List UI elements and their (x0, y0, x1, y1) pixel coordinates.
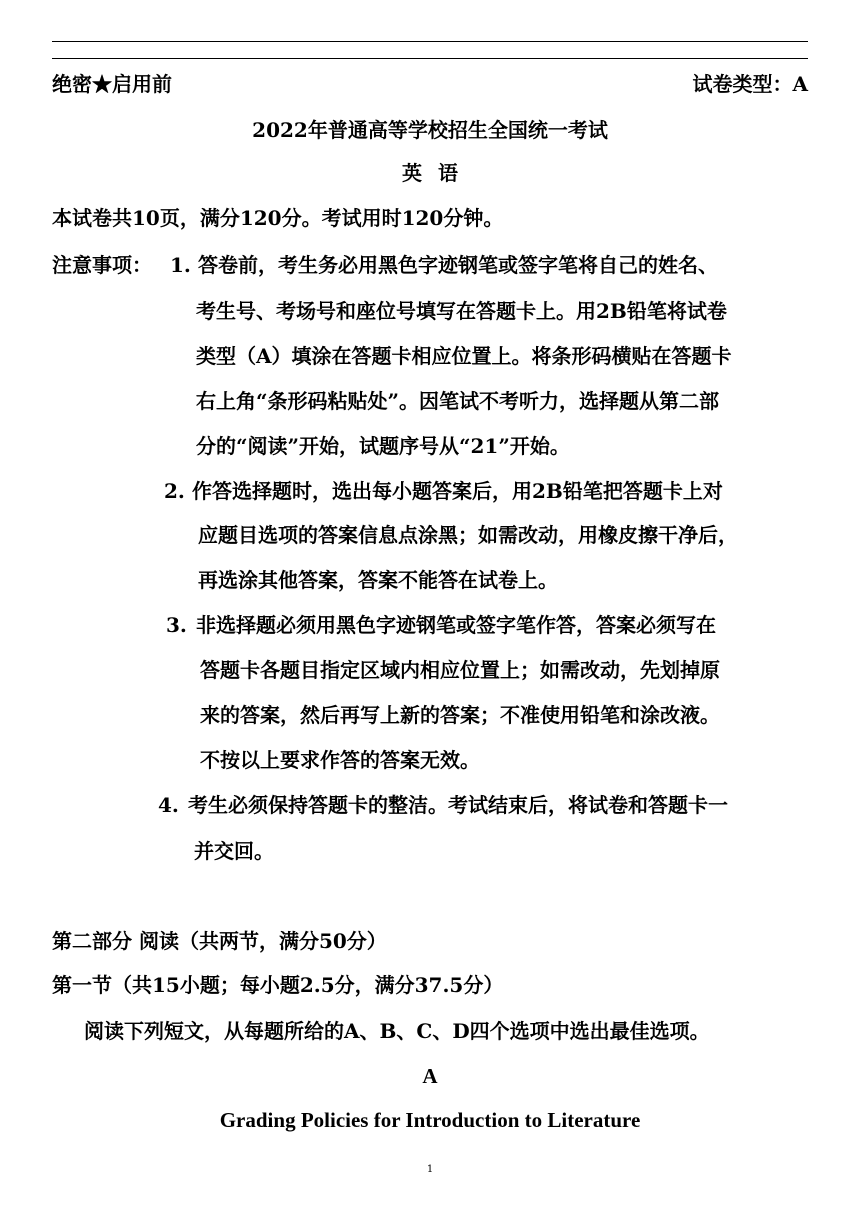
notice-item-line: 考生必须保持答题卡的整洁。考试结束后，将试卷和答题卡一 (188, 793, 728, 817)
section-one-heading: 第一节（共15小题；每小题2.5分，满分37.5分） (52, 973, 504, 997)
notice-item-line: 分的“阅读”开始，试题序号从“21”开始。 (196, 434, 570, 458)
paper-summary: 本试卷共10页，满分120分。考试用时120分钟。 (52, 206, 504, 230)
page-number: 1 (426, 1164, 434, 1175)
notice-item-line: 不按以上要求作答的答案无效。 (200, 748, 480, 772)
top-rule (52, 41, 808, 42)
subject-title: 英语 (402, 161, 474, 185)
notice-item-line: 类型（A）填涂在答题卡相应位置上。将条形码横贴在答题卡 (196, 344, 732, 368)
notice-item-line: 右上角“条形码粘贴处”。因笔试不考听力，选择题从第二部 (196, 389, 720, 413)
part-two-heading: 第二部分 阅读（共两节，满分50分） (52, 929, 387, 953)
reading-instructions: 阅读下列短文，从每题所给的A、B、C、D四个选项中选出最佳选项。 (84, 1019, 710, 1043)
notice-item-line: 作答选择题时，选出每小题答案后，用2B铅笔把答题卡上对 (192, 479, 723, 503)
passage-title: Grading Policies for Introduction to Literature (219, 1108, 641, 1132)
notice-item-line: 再选涂其他答案，答案不能答在试卷上。 (198, 568, 558, 592)
notice-item-line: 考生号、考场号和座位号填写在答题卡上。用2B铅笔将试卷 (196, 299, 727, 323)
second-rule (52, 58, 808, 59)
notice-item-line: 来的答案，然后再写上新的答案；不准使用铅笔和涂改液。 (200, 703, 720, 727)
notice-label: 注意事项： (52, 253, 152, 277)
notice-item-number: 2. (164, 479, 185, 503)
notice-item-number: 4. (158, 793, 179, 817)
notice-item-number: 1. (170, 253, 191, 277)
notice-item-line: 答卷前，考生务必用黑色字迹钢笔或签字笔将自己的姓名、 (198, 253, 718, 277)
notice-item-number: 3. (166, 613, 187, 637)
notice-item-line: 答题卡各题目指定区域内相应位置上；如需改动，先划掉原 (200, 658, 720, 682)
confidential-label: 绝密★启用前 (52, 72, 172, 96)
notice-item-line: 应题目选项的答案信息点涂黑；如需改动，用橡皮擦干净后， (198, 523, 738, 547)
notice-item-line: 并交回。 (194, 839, 274, 863)
passage-label: A (422, 1064, 438, 1088)
notice-item-line: 非选择题必须用黑色字迹钢笔或签字笔作答，答案必须写在 (196, 613, 716, 637)
exam-title: 2022年普通高等学校招生全国统一考试 (252, 118, 608, 142)
paper-type-label: 试卷类型：A (692, 72, 808, 96)
